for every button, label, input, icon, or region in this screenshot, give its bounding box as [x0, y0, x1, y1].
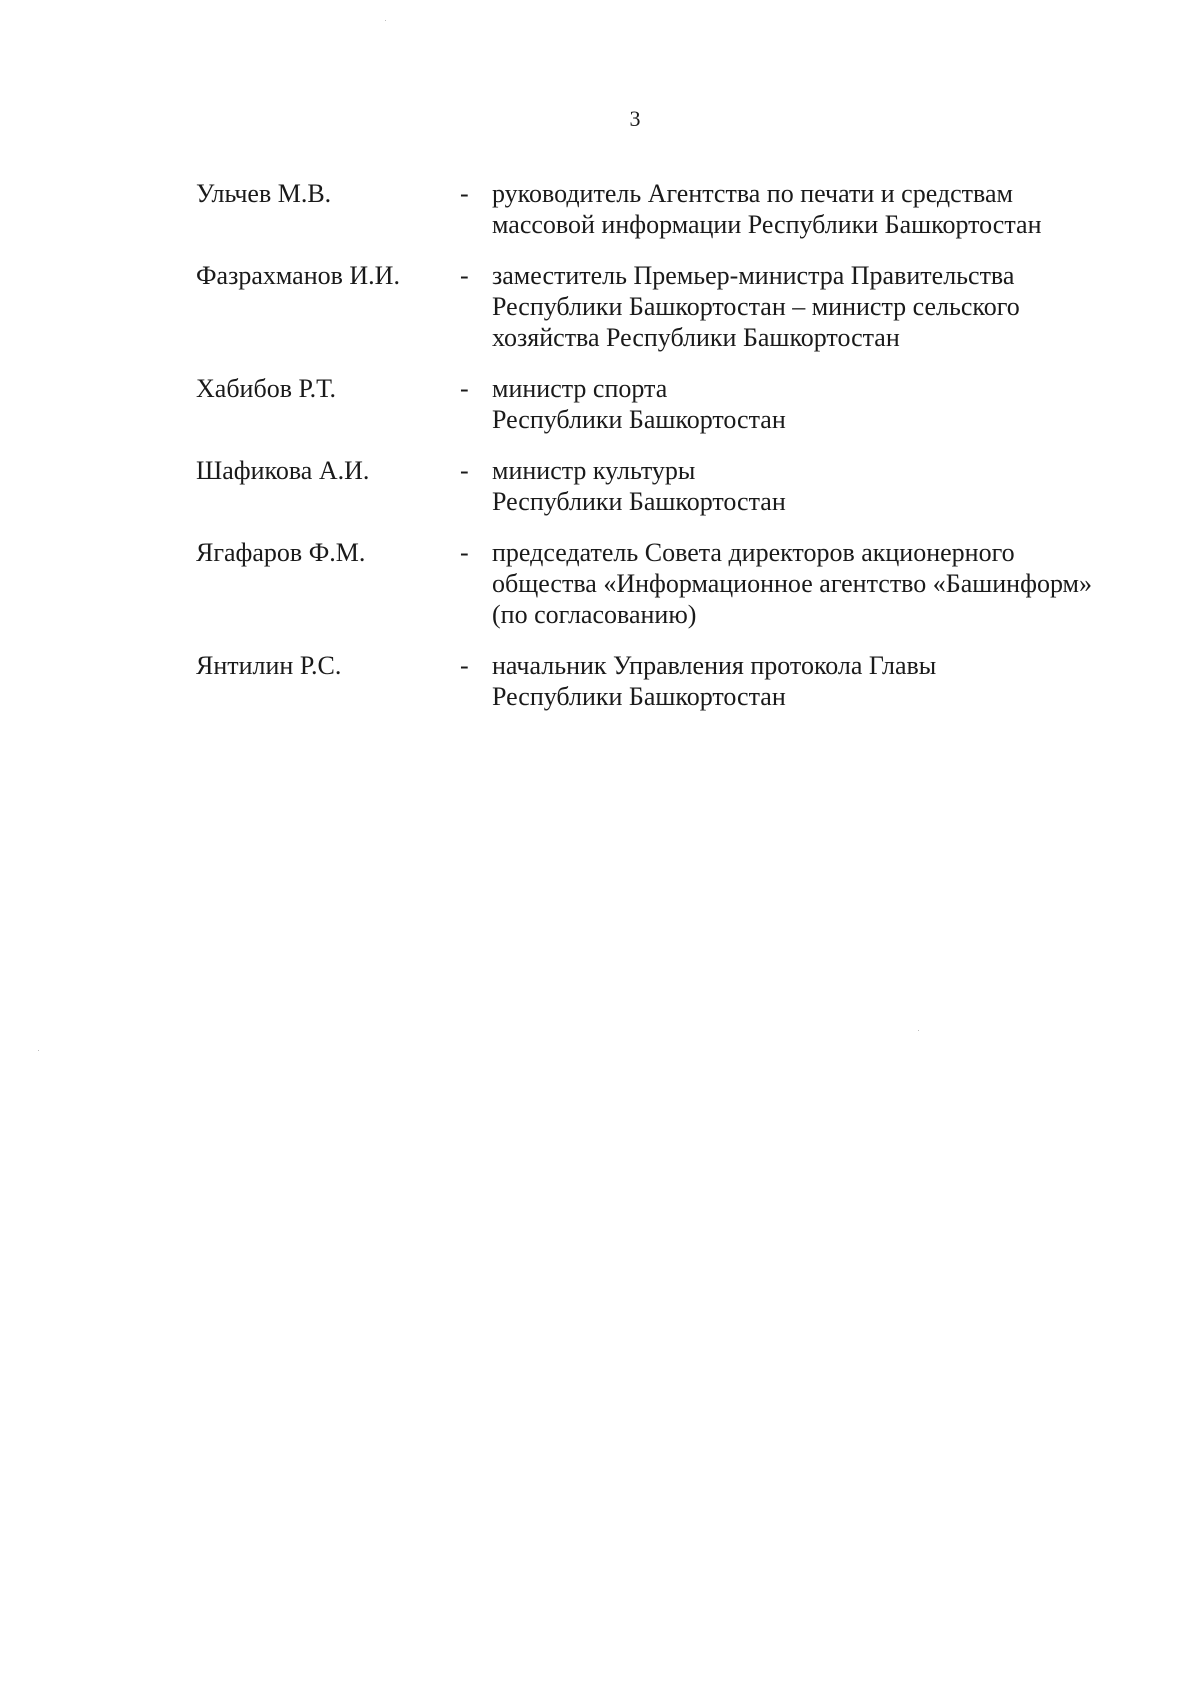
position-line: Республики Башкортостан – министр сельского: [492, 292, 1020, 321]
person-name: Шафикова А.И.: [196, 456, 370, 485]
position-line: массовой информации Республики Башкортостан: [492, 210, 1042, 239]
roster-list: [196, 178, 1156, 732]
person-name: Ульчев М.В.: [196, 179, 332, 208]
position-text: [492, 650, 1156, 712]
scan-speck: [918, 1030, 919, 1031]
position-line: Республики Башкортостан: [492, 487, 786, 516]
position-line: (по согласованию): [492, 600, 697, 629]
dash-separator: -: [460, 179, 469, 208]
position-text: [492, 373, 1156, 435]
dash-separator: -: [460, 538, 469, 567]
position-text: [492, 537, 1156, 630]
list-item: [196, 650, 1156, 712]
page-number: 3: [629, 106, 641, 131]
scan-speck: [385, 20, 386, 21]
list-item: [196, 373, 1156, 435]
position-text: [492, 178, 1156, 240]
position-line: Республики Башкортостан: [492, 682, 786, 711]
position-line: председатель Совета директоров акционерного: [492, 538, 1015, 567]
list-item: [196, 178, 1156, 240]
position-line: заместитель Премьер-министра Правительства: [492, 261, 1015, 290]
list-item: [196, 260, 1156, 353]
position-line: министр спорта: [492, 374, 668, 403]
person-name: Янтилин Р.С.: [196, 651, 342, 680]
person-name: Ягафаров Ф.М.: [196, 538, 366, 567]
person-name: Хабибов Р.Т.: [196, 374, 336, 403]
dash-separator: -: [460, 456, 469, 485]
dash-separator: -: [460, 651, 469, 680]
position-line: хозяйства Республики Башкортостан: [492, 323, 900, 352]
list-item: [196, 537, 1156, 630]
position-line: министр культуры: [492, 456, 696, 485]
position-text: [492, 260, 1156, 353]
person-name: Фазрахманов И.И.: [196, 261, 400, 290]
position-line: общества «Информационное агентство «Башинформ»: [492, 569, 1093, 598]
position-line: Республики Башкортостан: [492, 405, 786, 434]
position-line: руководитель Агентства по печати и средствам: [492, 179, 1013, 208]
scan-speck: [38, 1050, 39, 1051]
position-line: начальник Управления протокола Главы: [492, 651, 937, 680]
dash-separator: -: [460, 261, 469, 290]
position-text: [492, 455, 1156, 517]
list-item: [196, 455, 1156, 517]
dash-separator: -: [460, 374, 469, 403]
